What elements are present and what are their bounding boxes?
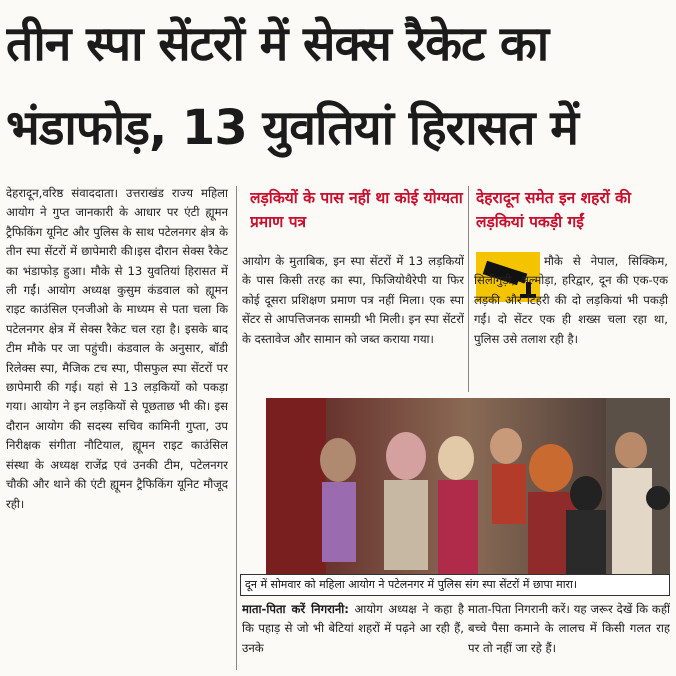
column-divider-1 — [236, 186, 237, 670]
left-column-text: देहरादून,वरिष्ठ संवाददाता। उत्तराखंड राज्य महिला आयोग ने गुप्त जानकारी के आधार पर एंटी ह्यूमन ट्रैफिकिंग यूनिट और पुलिस के साथ पटेलनगर क्षेत्र के तीन स्पा सेंटरों में छापेमारी की।इस दौरान सेक्स रैकेट का भंडाफोड़ हुआ। मौके से 13 युवतियां हिरासत में ली गईं। आयोग अध्यक्ष कुसुम कंडवाल को ह्यूमन राइट काउंसिल एनजीओ के माध्यम से पता चला कि पटेलनगर क्षेत्र में सेक्स रैकेट चल रहा है। इसके बाद टीम मौके पर जा पहुंची। कंडवाल के अनुसार, बॉडी रिलेक्स स्पा, मैजिक टच स्पा, पीसफुल स्पा सेंटरों पर छापेमारी की गई। यहां से 13 लड़कियों को पकड़ा गया। आयोग ने इन लड़कियों से पूछताछ भी की। इस दौरान आयोग की सदस्य सचिव कामिनी गुप्ता, उप निरीक्षक संगीता नौटियाल, ह्यूमन राइट काउंसिल संस्था के अध्यक्ष राजेंद्र एवं उनकी टीम, पटेलनगर चौकी और थाने की एंटी ह्यूमन ट्रैफिकिंग यूनिट मौजूद रही। — [6, 186, 228, 511]
bottom-middle-text: आयोग अध्यक्ष ने कहा है कि पहाड़ से जो भी बेटियां शहरों में पढ़ने आ रही हैं, उनके — [242, 602, 464, 655]
headline-line-2: भंडाफोड़, 13 युवतियां हिरासत में — [6, 100, 578, 156]
raid-photo-illustration — [266, 398, 670, 574]
bottom-middle-article — [242, 600, 464, 670]
bottom-right-article — [468, 600, 670, 670]
parents-subhead: माता-पिता करें निगरानी: — [242, 602, 349, 616]
right-subheading: देहरादून समेत इन शहरों की लड़कियां पकड़ी गईं — [476, 189, 632, 231]
middle-column-text: आयोग के मुताबिक, इन स्पा सेंटरों में 13 लड़कियों के पास किसी तरह का स्पा, फिजियोथैरेपी या फिर कोई दूसरा प्रशिक्षण प्रमाण पत्र नहीं मिला। एक स्पा सेंटर से आपत्तिजनक सामग्री भी मिली। इन स्पा सेंटरों के दस्तावेज और सामान को जब्त कराया गया। — [242, 254, 464, 346]
raid-photo — [266, 398, 670, 574]
right-column-article — [474, 252, 668, 392]
bottom-right-text: माता-पिता निगरानी करें। यह जरूर देखें कि कहीं बच्चे पैसा कमाने के लालच में किसी गलत राह पर तो नहीं जा रहे हैं। — [468, 602, 670, 655]
photo-caption: दून में सोमवार को महिला आयोग ने पटेलनगर में पुलिस संग स्पा सेंटरों में छापा मारा। — [240, 574, 670, 596]
column-divider-2 — [468, 186, 469, 392]
middle-column-article — [242, 252, 464, 392]
left-column-article — [6, 184, 228, 670]
headline-line-1: तीन स्पा सेंटरों में सेक्स रैकेट का — [6, 16, 549, 72]
middle-subheading: लड़कियों के पास नहीं था कोई योग्यता प्रमाण पत्र — [250, 189, 463, 231]
right-column-text: मौके से नेपाल, सिक्किम, सिलीगुड़ी, अल्मोड़ा, हरिद्वार, दून की एक-एक लड़की और टिहरी की दो लड़कियां भी पकड़ी गईं। दो सेंटर एक ही शख्स चला रहा था, पुलिस उसे तलाश रही है। — [474, 254, 668, 346]
